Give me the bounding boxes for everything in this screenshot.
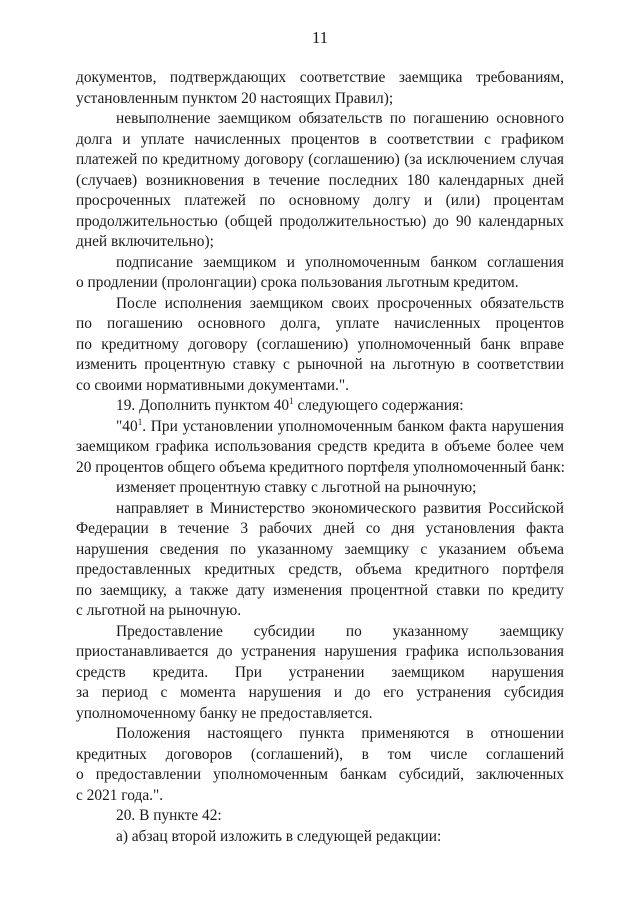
text-line-content: средств кредита. При устранении заемщиком нарушения: [76, 663, 564, 681]
text-line: [76, 232, 564, 253]
text-line-content: уполномоченному банку не предоставляется.: [76, 704, 373, 722]
text-line-content: невыполнение заемщиком обязательств по погашению основного: [116, 110, 564, 127]
text-line-content: предоставленных кредитных средств, объема кредитного портфеля: [76, 561, 564, 578]
page-number: 11: [311, 28, 329, 47]
text-line: [76, 499, 564, 520]
text-line: [76, 622, 564, 643]
text-line: [76, 765, 564, 786]
text-line: [76, 560, 564, 581]
text-line: [76, 89, 564, 110]
text-line-content: (случаев) возникновения в течение последних 180 календарных дней: [76, 171, 564, 189]
text-line-content: установленным пунктом 20 настоящих Правил);: [76, 89, 394, 107]
text-line-content: с 2021 года.".: [76, 786, 164, 804]
text-line-content: заемщиком графика использования средств кредита в объеме более чем: [76, 438, 564, 455]
text-line: [76, 806, 564, 827]
text-line: [76, 130, 564, 151]
text-line-content: за период с момента нарушения и до его устранения субсидия: [76, 684, 564, 701]
text-line: [76, 314, 564, 335]
text-line: [76, 581, 564, 602]
text-line-continuation: следующего содержания:: [293, 397, 464, 414]
text-line: [76, 294, 564, 315]
text-line-content: приостанавливается до устранения нарушения графика использования: [76, 643, 564, 660]
text-line-content: 19. Дополнить пунктом 40: [116, 397, 290, 414]
text-line-content: просроченных платежей по основному долгу и (или) процентам: [76, 192, 564, 209]
text-line-content: о продлении (пролонгации) срока пользования льготным кредитом.: [76, 274, 519, 291]
text-line: [76, 191, 564, 212]
text-line: [76, 601, 564, 622]
text-line: [76, 212, 564, 233]
text-line-content: платежей по кредитному договору (соглашению) (за исключением случая: [76, 151, 564, 168]
text-line-content: изменяет процентную ставку с льготной на рыночную;: [116, 479, 477, 496]
text-line-content: продолжительностью (общей продолжительностью) до 90 календарных: [76, 212, 564, 230]
text-line: [76, 683, 564, 704]
text-line-content: Предоставление субсидии по указанному заемщику: [116, 622, 564, 640]
text-line: [76, 171, 564, 192]
text-line-content: дней включительно);: [76, 233, 214, 250]
text-line-content: направляет в Министерство экономического развития Российской: [116, 499, 564, 517]
text-line: [76, 663, 564, 684]
text-line: [76, 335, 564, 356]
text-line-content: Положения настоящего пункта применяются в отношении: [116, 725, 564, 742]
text-line-content: 20. В пункте 42:: [116, 807, 222, 824]
text-line: [76, 704, 564, 725]
text-line: [76, 253, 564, 274]
text-line: [76, 109, 564, 130]
text-line-content: со своими нормативными документами.".: [76, 376, 349, 394]
text-line: [76, 827, 564, 848]
text-line-content: о предоставлении уполномоченным банкам субсидий, заключенных: [76, 766, 564, 783]
text-line: [76, 150, 564, 171]
text-line-content: изменить процентную ставку с рыночной на льготную в соответствии: [76, 356, 564, 373]
text-line: [76, 745, 564, 766]
text-line-content: 20 процентов общего объема кредитного портфеля уполномоченный банк:: [76, 458, 565, 476]
text-line-content: нарушения сведения по указанному заемщику с указанием объема: [76, 540, 564, 558]
superscript: 1: [289, 395, 294, 406]
text-line: [76, 376, 564, 397]
text-line: [76, 519, 564, 540]
text-line-content: подписание заемщиком и уполномоченным банком соглашения: [116, 253, 564, 271]
text-line: [76, 68, 564, 89]
text-line: [76, 396, 564, 417]
text-line-content: документов, подтверждающих соответствие заемщика требованиям,: [76, 69, 564, 86]
text-line-content: по погашению основного долга, уплате начисленных процентов: [76, 315, 564, 332]
text-line: [76, 458, 564, 479]
text-line-content: кредитных договоров (соглашений), в том числе соглашений: [76, 745, 564, 763]
document-body: [76, 68, 564, 847]
text-line: [76, 642, 564, 663]
text-line-content: долга и уплате начисленных процентов в соответствии с графиком: [76, 130, 564, 148]
text-line: [76, 273, 564, 294]
superscript: 1: [137, 416, 143, 427]
text-line: [76, 786, 564, 807]
text-line: [76, 478, 564, 499]
text-line-continuation: . При установлении уполномоченным банком факта нарушения: [142, 417, 564, 435]
text-line-content: После исполнения заемщиком своих просроченных обязательств: [116, 294, 564, 312]
text-line-content: а) абзац второй изложить в следующей редакции:: [116, 827, 442, 845]
text-line-content: с льготной на рыночную.: [76, 602, 242, 619]
text-line-content: по заемщику, а также дату изменения процентной ставки по кредиту: [76, 581, 564, 599]
text-line: [76, 437, 564, 458]
text-line-content: Федерации в течение 3 рабочих дней со дня установления факта: [76, 520, 564, 537]
text-line-content: "40: [116, 417, 138, 435]
text-line: [76, 417, 564, 438]
text-line-content: по кредитному договору (соглашению) уполномоченный банк вправе: [76, 335, 564, 353]
text-line: [76, 724, 564, 745]
text-line: [76, 540, 564, 561]
text-line: [76, 355, 564, 376]
